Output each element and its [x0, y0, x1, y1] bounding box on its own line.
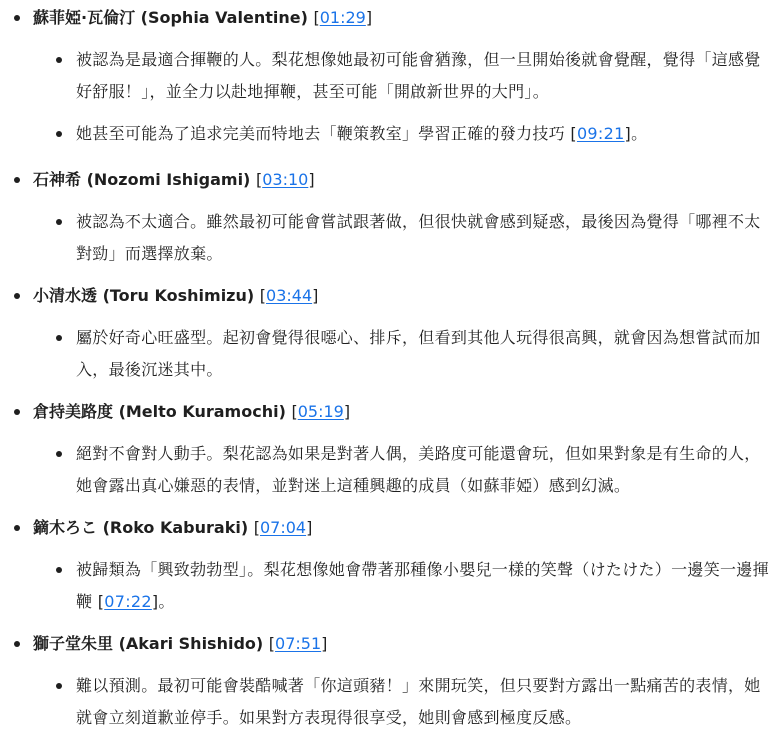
note-text-tail: 。 [631, 124, 648, 143]
note-text [76, 438, 772, 502]
bullet-icon [14, 15, 20, 21]
character-name-line [33, 632, 327, 656]
note-text: 她甚至可能為了追求完美而特地去「鞭策教室」學習正確的發力技巧 [09:21]。 [76, 124, 648, 143]
timestamp-link[interactable]: 07:51 [275, 634, 322, 653]
timestamp-bracket: [07:51] [268, 634, 328, 653]
bullet-icon [14, 177, 20, 183]
note-text-body: 被歸類為「興致勃勃型」。梨花想像她會帶著那種像小嬰兒一樣的笑聲（けたけた）一邊笑一邊揮鞭 [76, 560, 769, 611]
bullet-icon [14, 641, 20, 647]
timestamp-bracket: [03:10] [255, 170, 315, 189]
note-text-body: 屬於好奇心旺盛型。起初會覺得很噁心、排斥，但看到其他人玩得很高興，就會因為想嘗試而加入，最後沉迷其中。 [76, 328, 761, 379]
character-name-line [33, 284, 318, 308]
character-name: 石神希 (Nozomi Ishigami) [33, 170, 251, 189]
note-text-body: 被認為是最適合揮鞭的人。梨花想像她最初可能會猶豫，但一旦開始後就會覺醒，覺得「這感覺好舒服！」，並全力以赴地揮鞭，甚至可能「開啟新世界的大門」。 [76, 50, 761, 101]
timestamp-bracket: [03:44] [259, 286, 319, 305]
note-text-body: 她甚至可能為了追求完美而特地去「鞭策教室」學習正確的發力技巧 [76, 124, 571, 143]
timestamp-bracket: [05:19] [291, 402, 351, 421]
bullet-icon [14, 293, 20, 299]
bullet-icon [56, 683, 62, 689]
character-name: 倉持美路度 (Melto Kuramochi) [33, 402, 286, 421]
timestamp-link[interactable]: 03:10 [262, 170, 309, 189]
character-name-line [33, 6, 372, 30]
bullet-icon [56, 219, 62, 225]
bullet-icon [56, 567, 62, 573]
character-name: 蘇菲婭·瓦倫汀 (Sophia Valentine) [33, 8, 308, 27]
note-text-body: 被認為不太適合。雖然最初可能會嘗試跟著做，但很快就會感到疑惑，最後因為覺得「哪裡不太對勁」而選擇放棄。 [76, 212, 761, 263]
note-text-tail: 。 [158, 592, 175, 611]
timestamp-link[interactable]: 05:19 [297, 402, 344, 421]
timestamp-link[interactable]: 07:04 [259, 518, 307, 537]
bullet-icon [56, 451, 62, 457]
note-text: 被歸類為「興致勃勃型」。梨花想像她會帶著那種像小嬰兒一樣的笑聲（けたけた）一邊笑一邊揮鞭 [07:22]。 [76, 560, 769, 611]
bullet-icon [14, 525, 20, 531]
character-name: 小清水透 (Toru Koshimizu) [33, 286, 255, 305]
character-name-line [33, 400, 350, 424]
bullet-icon [56, 335, 62, 341]
note-text [76, 44, 772, 108]
timestamp-link[interactable]: 09:21 [576, 124, 625, 143]
timestamp-bracket: [07:04] [253, 518, 313, 537]
character-name-line [33, 516, 312, 540]
timestamp-link[interactable]: 01:29 [319, 8, 366, 27]
character-name: 鏑木ろこ (Roko Kaburaki) [33, 518, 249, 537]
timestamp-link[interactable]: 07:22 [104, 592, 152, 611]
timestamp-link[interactable]: 03:44 [266, 286, 313, 305]
bullet-icon [56, 131, 62, 137]
bullet-icon [56, 57, 62, 63]
note-text [76, 206, 772, 270]
character-name: 獅子堂朱里 (Akari Shishido) [33, 634, 264, 653]
timestamp-bracket: [01:29] [313, 8, 373, 27]
character-name-line [33, 168, 315, 192]
note-text [76, 322, 772, 386]
note-text [76, 670, 772, 734]
bullet-icon [14, 409, 20, 415]
note-text-body: 難以預測。最初可能會裝酷喊著「你這頭豬！」來開玩笑，但只要對方露出一點痛苦的表情，她就會立刻道歉並停手。如果對方表現得很享受，她則會感到極度反感。 [76, 676, 761, 727]
note-text-body: 絕對不會對人動手。梨花認為如果是對著人偶，美路度可能還會玩，但如果對象是有生命的人，她會露出真心嫌惡的表情，並對迷上這種興趣的成員（如蘇菲婭）感到幻滅。 [76, 444, 761, 495]
